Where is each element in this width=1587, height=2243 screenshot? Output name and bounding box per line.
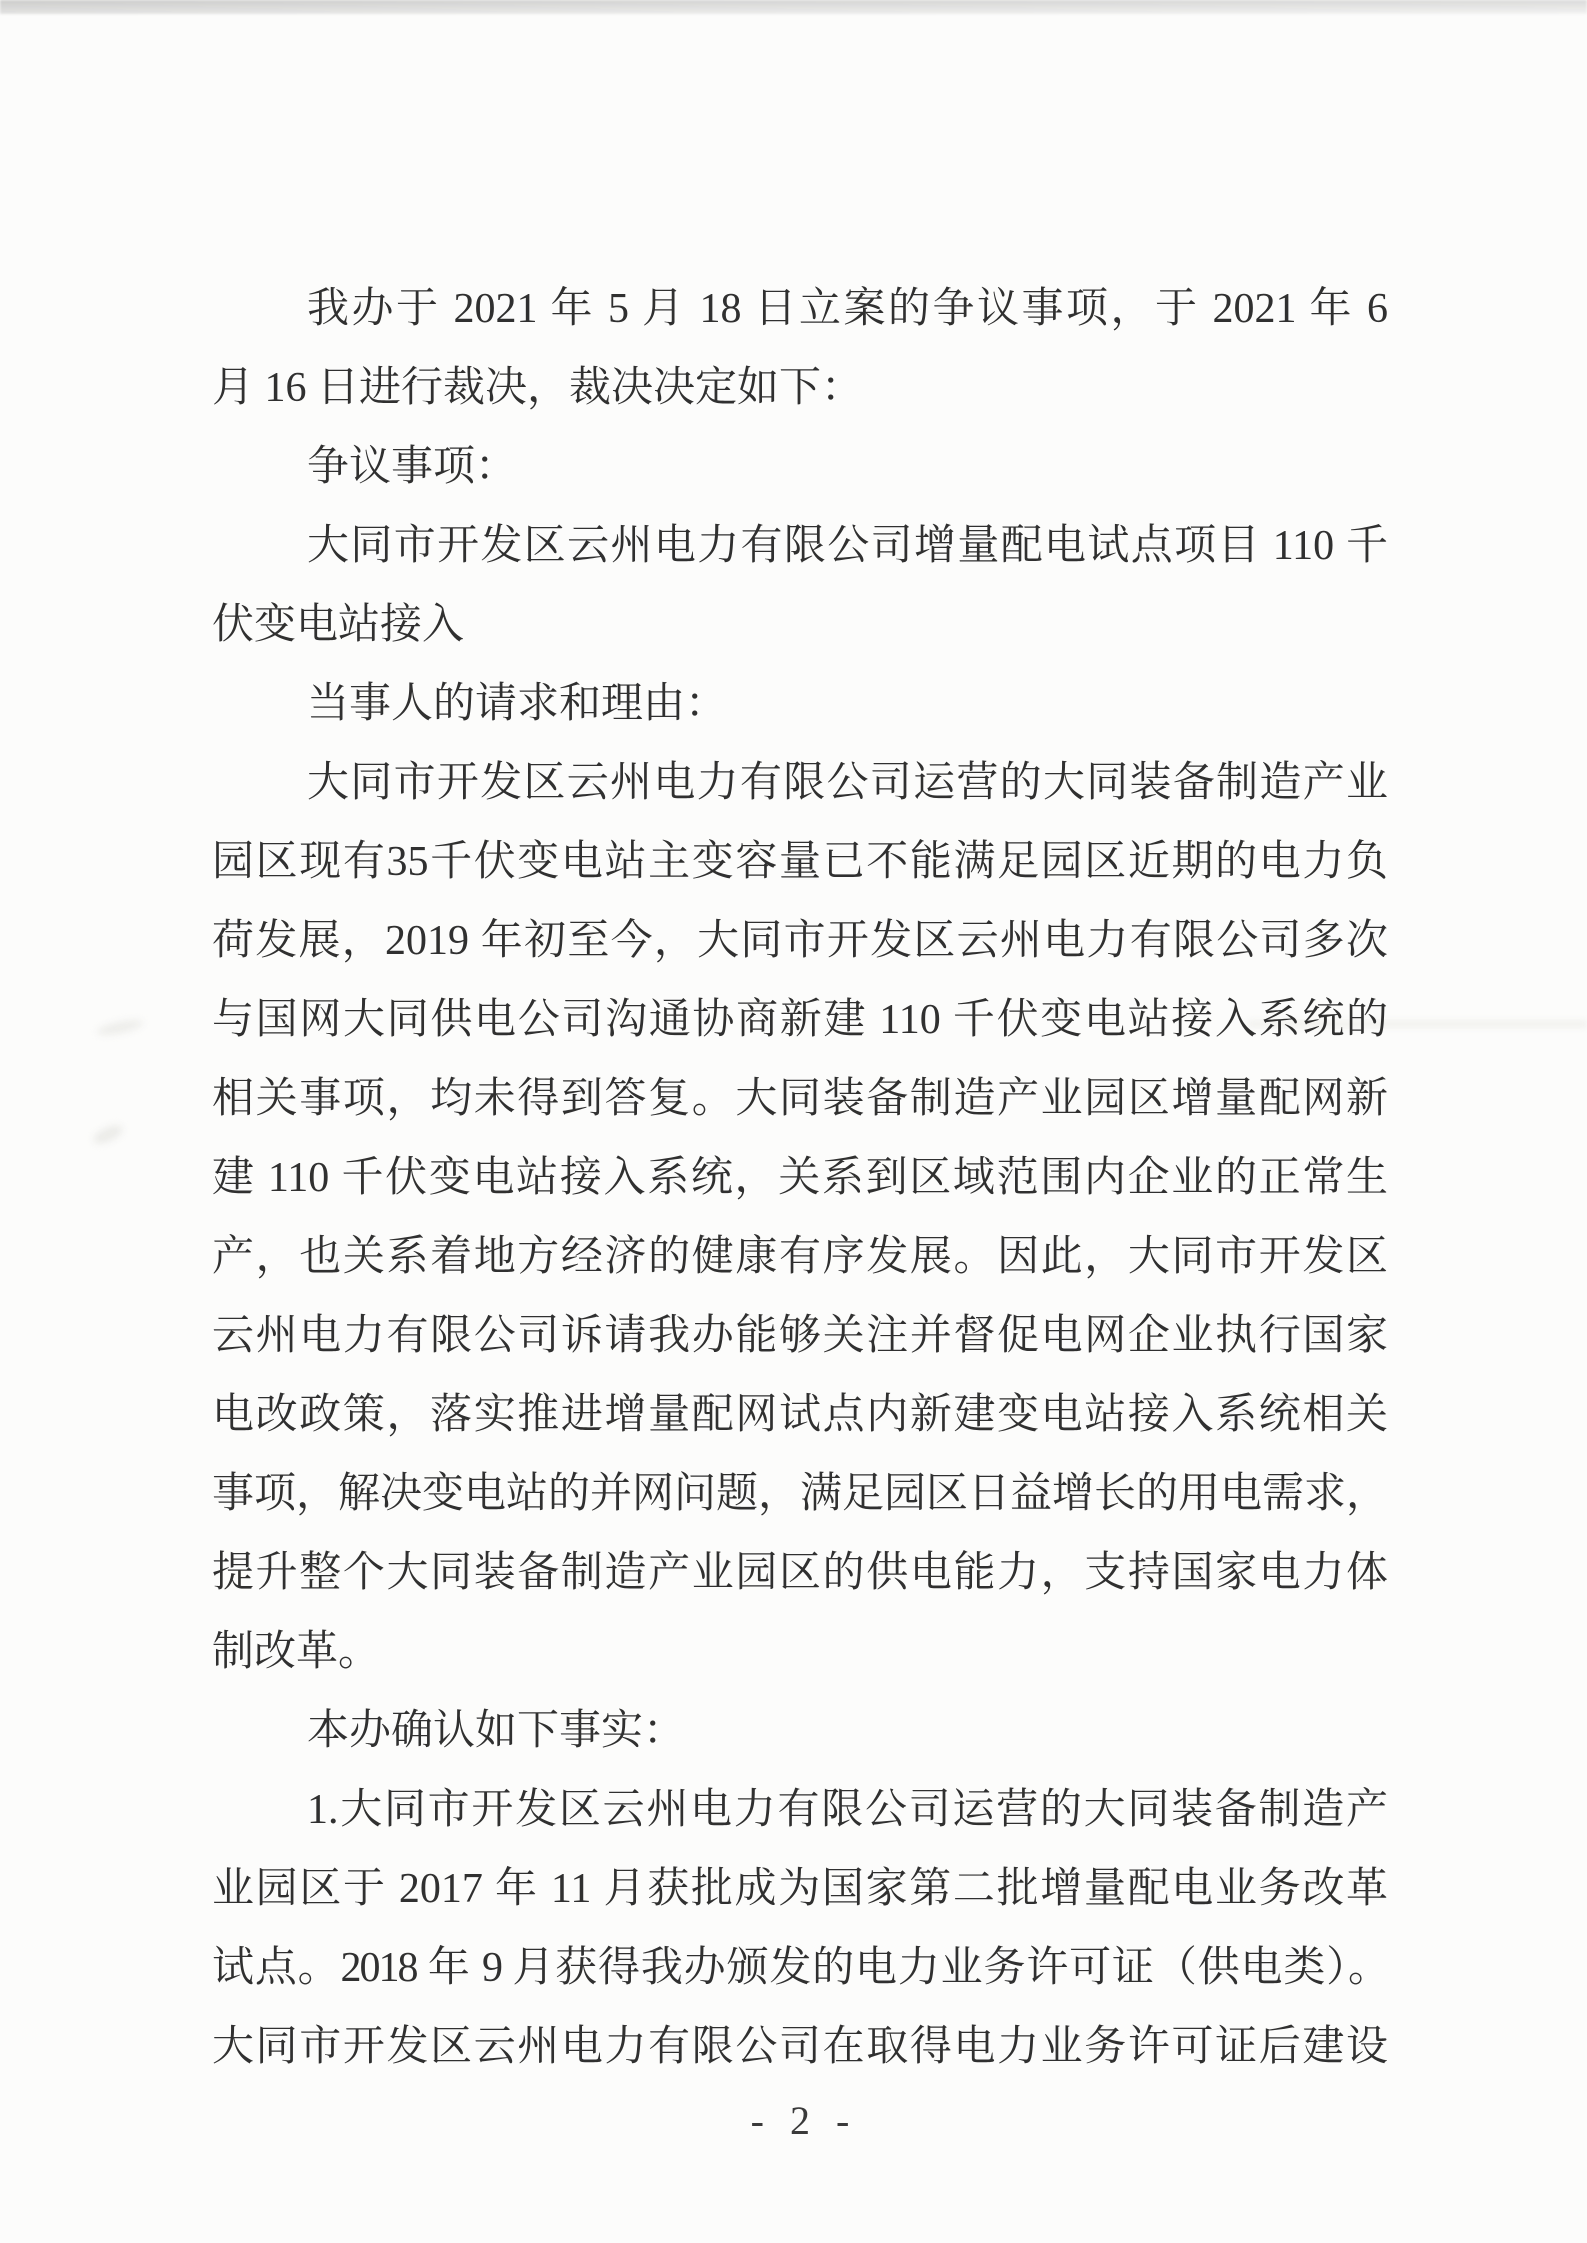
text-line: 产，也关系着地方经济的健康有序发展。因此，大同市开发区 <box>212 1234 1388 1280</box>
scan-artifact-top-edge <box>0 0 1587 14</box>
text-line: 伏变电站接入 <box>212 602 465 648</box>
scan-artifact-smudge <box>91 1122 125 1147</box>
text-line: 大同市开发区云州电力有限公司在取得电力业务许可证后建设 <box>212 2024 1388 2070</box>
text-line: 争议事项： <box>307 444 518 490</box>
text-line: 业园区于 2017 年 11 月获批成为国家第二批增量配电业务改革 <box>212 1866 1388 1912</box>
text-line: 提升整个大同装备制造产业园区的供电能力，支持国家电力体 <box>212 1550 1388 1596</box>
text-line: 本办确认如下事实： <box>307 1708 686 1754</box>
text-line: 云州电力有限公司诉请我办能够关注并督促电网企业执行国家 <box>212 1313 1388 1359</box>
text-line: 荷发展，2019 年初至今，大同市开发区云州电力有限公司多次 <box>212 918 1388 964</box>
scan-artifact-smudge <box>95 1017 144 1038</box>
page-number: - 2 - <box>750 2098 850 2143</box>
text-line: 园区现有35千伏变电站主变容量已不能满足园区近期的电力负 <box>212 839 1388 885</box>
text-line: 大同市开发区云州电力有限公司增量配电试点项目 110 千 <box>307 523 1388 569</box>
text-line: 制改革。 <box>212 1629 381 1675</box>
text-line: 月 16 日进行裁决，裁决决定如下： <box>212 365 864 411</box>
text-line: 当事人的请求和理由： <box>307 681 728 727</box>
document-body <box>212 270 1388 2087</box>
text-line: 试点。2018 年 9 月获得我办颁发的电力业务许可证（供电类）。 <box>212 1945 1388 1991</box>
text-line: 相关事项，均未得到答复。大同装备制造产业园区增量配网新 <box>212 1076 1388 1122</box>
text-line: 与国网大同供电公司沟通协商新建 110 千伏变电站接入系统的 <box>212 997 1388 1043</box>
text-line: 建 110 千伏变电站接入系统，关系到区域范围内企业的正常生 <box>212 1155 1388 1201</box>
text-line: 1.大同市开发区云州电力有限公司运营的大同装备制造产 <box>307 1787 1388 1833</box>
text-line: 我办于 2021 年 5 月 18 日立案的争议事项，于 2021 年 6 <box>307 286 1388 332</box>
text-line: 事项，解决变电站的并网问题，满足园区日益增长的用电需求， <box>212 1471 1389 1517</box>
text-line: 大同市开发区云州电力有限公司运营的大同装备制造产业 <box>307 760 1388 806</box>
text-line: 电改政策，落实推进增量配网试点内新建变电站接入系统相关 <box>212 1392 1388 1438</box>
